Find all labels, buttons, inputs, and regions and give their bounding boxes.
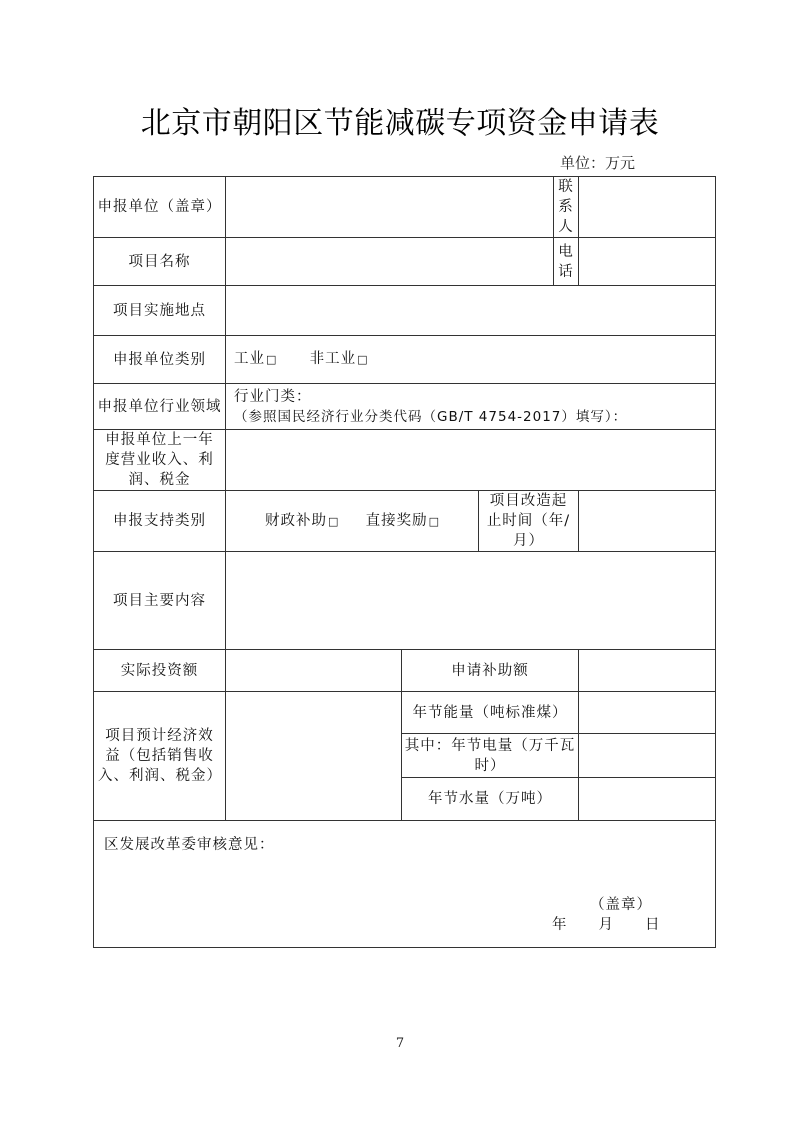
review-label: 区发展改革委审核意见：: [104, 837, 275, 853]
fiscal-subsidy-checkbox[interactable]: □: [327, 514, 339, 528]
benefit-label: 项目预计经济效益（包括销售收入、利润、税金）: [94, 692, 226, 821]
support-options: [226, 491, 479, 552]
period-field[interactable]: [579, 491, 716, 552]
subsidy-field[interactable]: [579, 650, 716, 692]
benefit-field[interactable]: [226, 692, 402, 821]
water-saving-label: 年节水量（万吨）: [402, 778, 579, 821]
form-title: 北京市朝阳区节能减碳专项资金申请表: [140, 106, 660, 141]
direct-reward-checkbox[interactable]: □: [428, 514, 440, 528]
phone-label: 电 话: [554, 238, 579, 286]
applicant-label: 申报单位（盖章）: [94, 177, 226, 238]
project-name-label: 项目名称: [94, 238, 226, 286]
fiscal-subsidy-label: 财政补助: [264, 512, 327, 529]
review-date: 年 月 日: [552, 917, 661, 933]
industrial-checkbox[interactable]: □: [266, 353, 277, 366]
review-stamp: （盖章）: [590, 897, 652, 913]
page-number: 7: [395, 1036, 405, 1051]
period-label: 项目改造起止时间（年/月）: [479, 491, 579, 552]
revenue-label: 申报单位上一年度营业收入、利润、税金: [94, 430, 226, 491]
unit-note: 单位：万元: [560, 154, 636, 172]
applicant-field[interactable]: [226, 177, 554, 238]
revenue-field[interactable]: [226, 430, 716, 491]
contact-label: 联系人: [554, 177, 579, 238]
application-form: [93, 176, 716, 948]
direct-reward-label: 直接奖励: [365, 512, 428, 529]
investment-label: 实际投资额: [94, 650, 226, 692]
location-label: 项目实施地点: [94, 286, 226, 336]
contact-field[interactable]: [579, 177, 716, 238]
category-options: [226, 336, 716, 384]
electricity-saving-label: 其中：年节电量（万千瓦时）: [402, 734, 579, 778]
energy-saving-field[interactable]: [579, 692, 716, 734]
water-saving-field[interactable]: [579, 778, 716, 821]
non-industrial-option-label: 非工业: [309, 351, 357, 367]
phone-field[interactable]: [579, 238, 716, 286]
review-section[interactable]: [94, 821, 716, 948]
support-label: 申报支持类别: [94, 491, 226, 552]
industry-line1: 行业门类：: [234, 388, 312, 405]
project-name-field[interactable]: [226, 238, 554, 286]
industrial-option-label: 工业: [234, 351, 265, 367]
content-field[interactable]: [226, 552, 716, 650]
location-field[interactable]: [226, 286, 716, 336]
electricity-saving-field[interactable]: [579, 734, 716, 778]
industry-label: 申报单位行业领域: [94, 384, 226, 430]
category-label: 申报单位类别: [94, 336, 226, 384]
industry-field[interactable]: [226, 384, 716, 430]
content-label: 项目主要内容: [94, 552, 226, 650]
non-industrial-checkbox[interactable]: □: [357, 353, 368, 366]
energy-saving-label: 年节能量（吨标准煤）: [402, 692, 579, 734]
subsidy-label: 申请补助额: [402, 650, 579, 692]
industry-line2: （参照国民经济行业分类代码（GB/T 4754-2017）填写）：: [234, 408, 628, 425]
investment-field[interactable]: [226, 650, 402, 692]
